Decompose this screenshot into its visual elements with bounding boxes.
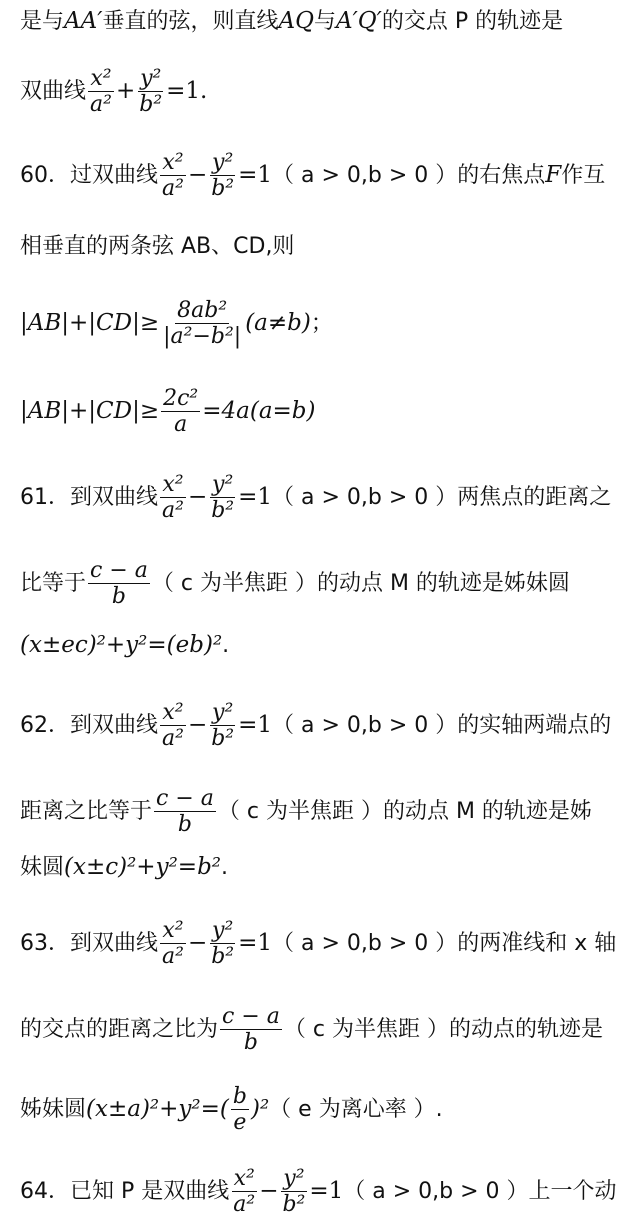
math-span: (x±c)²+y²=b² <box>64 854 222 880</box>
fraction-denominator: |a²−b²| <box>163 324 242 350</box>
fraction <box>209 700 236 752</box>
fraction-numerator: y² <box>212 918 234 943</box>
fraction-denominator: b <box>243 1030 258 1056</box>
math-span: =1 <box>238 162 273 189</box>
fraction-denominator: e <box>233 1110 247 1136</box>
fraction <box>88 558 150 610</box>
text-span: （ a > 0,b > 0 ）两焦点的距离之 <box>272 484 612 510</box>
fraction <box>137 66 164 118</box>
text-span: 垂直的弦，则直线 <box>102 8 279 34</box>
text-line-7 <box>20 472 624 524</box>
text-span: 与 <box>313 8 336 34</box>
fraction-denominator: a² <box>162 176 184 202</box>
fraction-numerator: c − a <box>222 1004 280 1029</box>
text-span: （ a > 0,b > 0 ）的两准线和 x 轴 <box>272 930 617 956</box>
fraction-denominator: a² <box>90 92 112 118</box>
fraction <box>160 150 186 202</box>
math-span: =1 <box>238 484 273 511</box>
fraction <box>161 386 200 438</box>
operator: − <box>259 1178 279 1205</box>
fraction-numerator: x² <box>162 918 184 943</box>
fraction <box>160 918 186 970</box>
text-span: 61．到双曲线 <box>20 484 158 510</box>
fraction-denominator: a² <box>162 944 184 970</box>
math-span: AA′ <box>64 8 103 34</box>
text-line-6 <box>20 386 624 438</box>
text-span: 是与 <box>20 8 65 34</box>
fraction-numerator: y² <box>212 700 234 725</box>
fraction-denominator: a² <box>162 726 184 752</box>
text-span: 63．到双曲线 <box>20 930 158 956</box>
text-line-8 <box>20 558 624 610</box>
text-line-9 <box>20 634 624 657</box>
text-span: 的交点 P 的轨迹是 <box>381 8 564 34</box>
fraction-numerator: y² <box>140 66 162 91</box>
math-span: AQ <box>278 8 314 34</box>
math-span: )² <box>250 1096 270 1123</box>
fraction-denominator: b <box>111 584 126 610</box>
fraction <box>231 1166 257 1218</box>
text-span: （ c 为半焦距 ）的动点 M 的轨迹是姊妹圆 <box>151 570 570 596</box>
text-line-14 <box>20 1004 624 1056</box>
operator: − <box>187 162 208 189</box>
text-span: . <box>222 632 230 658</box>
text-span: 64．已知 P 是双曲线 <box>20 1178 230 1204</box>
text-span: 妹圆 <box>20 854 65 880</box>
math-span: F <box>545 162 562 189</box>
fraction-denominator: b² <box>139 92 163 118</box>
text-span: 的交点的距离之比为 <box>20 1016 219 1042</box>
math-span: |AB|+|CD|≥ <box>20 398 160 425</box>
fraction-numerator: x² <box>162 472 184 497</box>
math-span: A′Q′ <box>335 8 382 34</box>
text-line-13 <box>20 918 624 970</box>
text-span: 双曲线 <box>20 78 87 104</box>
fraction-denominator: b² <box>211 498 235 524</box>
math-span: (x±a)²+y²=( <box>86 1096 229 1123</box>
text-line-15 <box>20 1084 624 1136</box>
fraction-numerator: x² <box>90 66 112 91</box>
fraction-numerator: 2c² <box>163 386 199 411</box>
fraction-numerator: c − a <box>156 786 214 811</box>
operator: − <box>187 712 208 739</box>
math-span: =1 <box>309 1178 344 1205</box>
fraction <box>209 150 236 202</box>
text-span: 比等于 <box>20 570 87 596</box>
operator: − <box>187 930 208 957</box>
text-span: （ a > 0,b > 0 ）的右焦点 <box>272 162 546 188</box>
text-span: 作互 <box>561 162 606 188</box>
fraction-numerator: x² <box>162 700 184 725</box>
text-line-10 <box>20 700 624 752</box>
fraction-numerator: y² <box>283 1166 305 1191</box>
text-line-2 <box>20 66 624 118</box>
math-span: =1. <box>166 78 208 105</box>
text-span: 姊妹圆 <box>20 1096 87 1122</box>
fraction <box>161 298 243 350</box>
math-span: =4a(a=b) <box>202 398 316 425</box>
text-span: . <box>221 854 229 880</box>
fraction-denominator: a <box>174 412 188 438</box>
fraction-denominator: b² <box>282 1192 306 1218</box>
text-line-16 <box>20 1166 624 1218</box>
text-span: 62．到双曲线 <box>20 712 158 738</box>
text-span: 60．过双曲线 <box>20 162 158 188</box>
fraction-denominator: b² <box>211 944 235 970</box>
fraction-numerator: x² <box>233 1166 255 1191</box>
fraction-numerator: y² <box>212 150 234 175</box>
text-span: （ c 为半焦距 ）的动点 M 的轨迹是姊 <box>217 798 592 824</box>
fraction-denominator: b² <box>211 726 235 752</box>
text-span: 相垂直的两条弦 AB、CD,则 <box>20 234 295 259</box>
fraction-numerator: c − a <box>90 558 148 583</box>
fraction-denominator: a² <box>162 498 184 524</box>
fraction <box>160 472 186 524</box>
fraction-numerator: y² <box>212 472 234 497</box>
fraction <box>154 786 216 838</box>
text-span: ； <box>310 310 333 336</box>
fraction-denominator: b <box>177 812 192 838</box>
math-span: =1 <box>238 930 273 957</box>
text-span: （ c 为半焦距 ）的动点的轨迹是 <box>283 1016 603 1042</box>
text-line-4 <box>20 236 624 258</box>
text-line-3 <box>20 150 624 202</box>
fraction-numerator: x² <box>162 150 184 175</box>
math-span: (x±ec)²+y²=(eb)² <box>20 632 223 658</box>
math-span: =1 <box>238 712 273 739</box>
text-span: （ e 为离心率 ）. <box>269 1096 443 1122</box>
text-line-5 <box>20 298 624 350</box>
fraction <box>220 1004 282 1056</box>
text-span: 距离之比等于 <box>20 798 153 824</box>
fraction-numerator: 8ab² <box>177 298 228 323</box>
text-span: （ a > 0,b > 0 ）的实轴两端点的 <box>272 712 612 738</box>
fraction-numerator: b <box>232 1084 247 1109</box>
text-span: （ a > 0,b > 0 ）上一个动 <box>343 1178 617 1204</box>
fraction <box>209 472 236 524</box>
operator: + <box>115 78 136 105</box>
fraction <box>280 1166 307 1218</box>
fraction-denominator: b² <box>211 176 235 202</box>
fraction <box>160 700 186 752</box>
fraction-denominator: a² <box>233 1192 256 1218</box>
fraction <box>88 66 114 118</box>
operator: − <box>187 484 208 511</box>
text-line-12 <box>20 856 624 879</box>
text-line-1 <box>20 10 624 33</box>
fraction <box>209 918 236 970</box>
text-line-11 <box>20 786 624 838</box>
fraction <box>231 1084 249 1136</box>
math-span: |AB|+|CD|≥ <box>20 310 160 337</box>
math-span: (a≠b) <box>245 310 311 337</box>
